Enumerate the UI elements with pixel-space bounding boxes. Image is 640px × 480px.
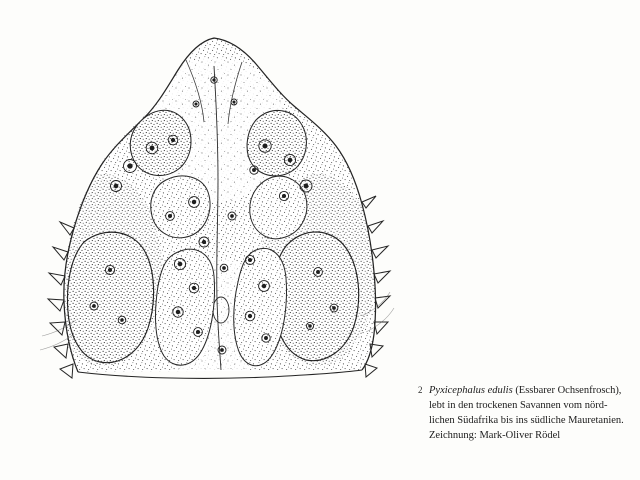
wart-lobe-mid-right bbox=[250, 176, 307, 239]
caption-number: 2 bbox=[418, 385, 423, 395]
caption-line-2: lebt in den trockenen Savannen vom nörd- bbox=[429, 399, 608, 411]
caption-text bbox=[429, 384, 628, 444]
figure-plate bbox=[18, 20, 398, 388]
parotoid-left bbox=[68, 232, 154, 363]
figure-caption bbox=[418, 384, 628, 444]
caption-credit: Zeichnung: Mark-Oliver Rödel bbox=[429, 429, 561, 441]
caption-line-3: lichen Südafrika bis ins südliche Mauretanien. bbox=[429, 414, 624, 426]
species-name: Pyxicephalus edulis bbox=[429, 385, 513, 396]
frog-head-illustration bbox=[18, 20, 398, 388]
caption-line-1 bbox=[429, 384, 628, 399]
wart-lobe-upper-left bbox=[130, 110, 191, 175]
common-name: (Essbarer Ochsenfrosch), bbox=[515, 385, 622, 396]
wart-lobe-mid-left bbox=[151, 176, 210, 238]
